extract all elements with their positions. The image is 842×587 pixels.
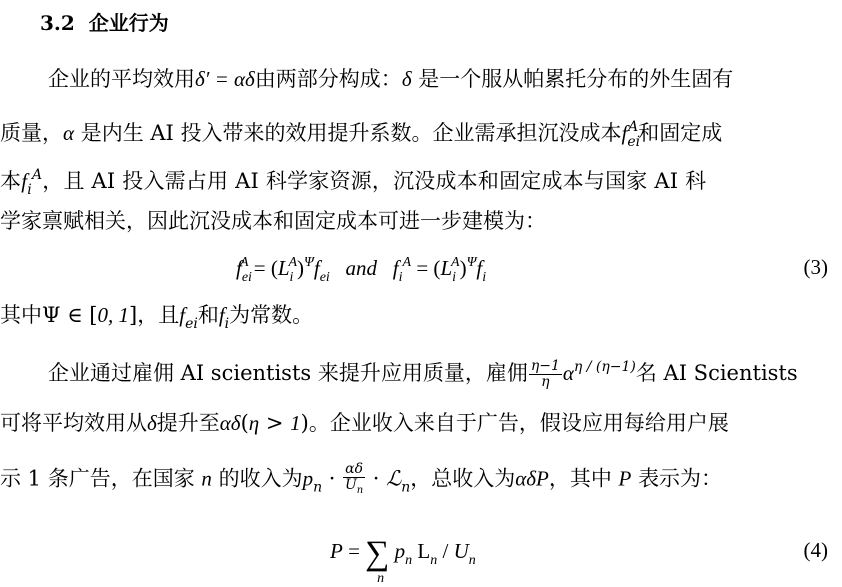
equation-4: P = ∑ n $p_n$ $L_n / U_n$ xyxy=(330,535,476,586)
paragraph-2-line-2: 可将平均效用从δ提升至αδ(η > 1)。企业收入来自于广告，假设应用每给用户展 xyxy=(0,411,729,435)
where-line: 其中Ψ ∈ [0, 1]，且$f_{ei}$和$f_i$为常数。 xyxy=(0,303,314,332)
paragraph-1-line-2: 质量，α 是内生 AI 投入带来的效用提升系数。企业需承担沉没成本$f_{ei}^A$和固定成 xyxy=(0,119,723,150)
paragraph-1-line-4: 学家禀赋相关，因此沉没成本和固定成本可进一步建模为： xyxy=(0,209,546,233)
equation-4-number: (4) xyxy=(803,538,828,562)
section-heading xyxy=(40,7,169,36)
paragraph-2-line-1: 企业通过雇佣 AI scientists 来提升应用质量，雇佣 $\frac{\eta-1}{\eta}$ $\alpha^{\eta / (\eta-1)}$名 AI Scientists xyxy=(48,358,798,390)
equation-3-number: (3) xyxy=(803,255,828,279)
equation-3: $f_{ei}^A = (L_i^A)^\Psi f_{ei}$ and $f_i^A = (L_i^A)^\Psi f_i$ xyxy=(236,255,487,285)
eq3-and: and xyxy=(345,256,378,280)
paragraph-1-line-3: 本$f_i^A$，且 AI 投入需占用 AI 科学家资源，沉没成本和固定成本与国家 AI 科 xyxy=(0,167,707,198)
section-number: 3.2 xyxy=(40,11,75,35)
paragraph-1-line-1: 企业的平均效用δ′ = αδ由两部分构成：δ 是一个服从帕累托分布的外生固有 xyxy=(48,67,734,91)
paragraph-2-line-3: 示 1 条广告，在国家 n 的收入为$p_n$ · $\frac{\alpha\delta}{U_n}$ · ℒ$_n$，总收入为αδP，其中 P 表示为： xyxy=(0,461,723,496)
section-title: 企业行为 xyxy=(88,11,169,35)
